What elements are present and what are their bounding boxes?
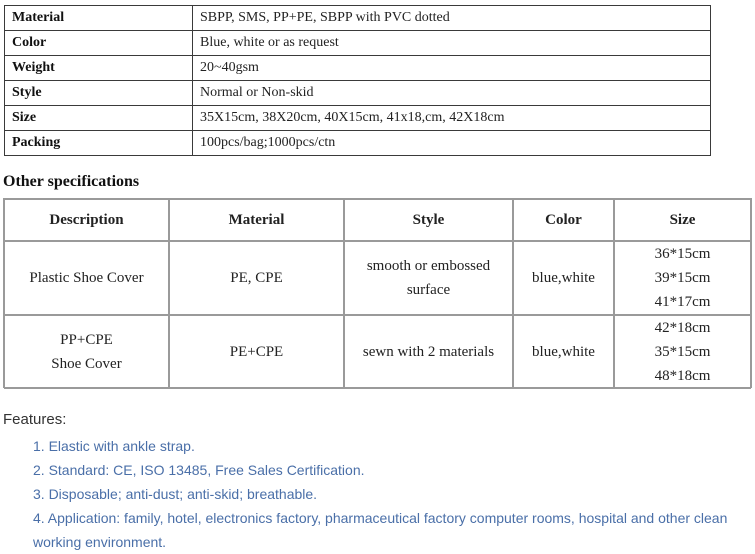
cell-size — [614, 315, 751, 389]
cell-style — [344, 241, 513, 315]
header-material: Material — [169, 199, 344, 241]
cell-material: PE+CPE — [169, 315, 344, 389]
spec-value: 20~40gsm — [193, 56, 711, 81]
spec-value: 35X15cm, 38X20cm, 40X15cm, 41x18,cm, 42X18cm — [193, 106, 711, 131]
cell-color: blue,white — [513, 241, 614, 315]
cell-material: PE, CPE — [169, 241, 344, 315]
style-line: surface — [406, 282, 451, 298]
cell-description — [4, 315, 169, 389]
header-description: Description — [4, 199, 169, 241]
spec-row-color — [5, 31, 711, 56]
description-line: Plastic Shoe Cover — [29, 269, 144, 286]
spec-row-style — [5, 81, 711, 106]
spec-value: Blue, white or as request — [193, 31, 711, 56]
spec-row-packing — [5, 131, 711, 156]
description-line: Shoe Cover — [51, 356, 122, 372]
spec-value: SBPP, SMS, PP+PE, SBPP with PVC dotted — [193, 6, 711, 31]
size-value: 48*18cm — [654, 368, 711, 384]
spec-value: Normal or Non-skid — [193, 81, 711, 106]
spec-key: Weight — [5, 56, 193, 81]
other-specifications-table — [3, 198, 752, 388]
section-title: Other specifications — [3, 173, 140, 190]
features-list — [33, 434, 743, 554]
description-line: PP+CPE — [60, 332, 113, 348]
spec-row-weight — [5, 56, 711, 81]
list-item: 1. Elastic with ankle strap. — [33, 438, 195, 454]
spec-key: Style — [5, 81, 193, 106]
features-label: Features: — [3, 411, 67, 428]
list-item: 2. Standard: CE, ISO 13485, Free Sales Certification. — [33, 462, 365, 478]
style-line: smooth or embossed — [366, 258, 491, 274]
spec-key: Material — [5, 6, 193, 31]
table-row — [4, 241, 751, 315]
spec-key: Color — [5, 31, 193, 56]
list-item: 3. Disposable; anti-dust; anti-skid; breathable. — [33, 486, 318, 502]
size-value: 36*15cm — [654, 246, 711, 262]
spec-table — [4, 5, 711, 156]
spec-row-material — [5, 6, 711, 31]
header-color: Color — [513, 199, 614, 241]
list-item: 4. Application: family, hotel, electronics factory, pharmaceutical factory computer rooms, hospital and other clean working environment. — [33, 510, 728, 550]
spec-key: Size — [5, 106, 193, 131]
cell-color: blue,white — [513, 315, 614, 389]
cell-style — [344, 315, 513, 389]
table-header-row — [4, 199, 751, 241]
spec-key: Packing — [5, 131, 193, 156]
size-value: 41*17cm — [654, 294, 711, 310]
spec-row-size — [5, 106, 711, 131]
size-value: 42*18cm — [654, 320, 711, 336]
style-line: sewn with 2 materials — [362, 343, 495, 360]
header-style: Style — [344, 199, 513, 241]
spec-value: 100pcs/bag;1000pcs/ctn — [193, 131, 711, 156]
cell-description — [4, 241, 169, 315]
cell-size — [614, 241, 751, 315]
table-row — [4, 315, 751, 389]
size-value: 35*15cm — [654, 344, 711, 360]
size-value: 39*15cm — [654, 270, 711, 286]
header-size: Size — [614, 199, 751, 241]
